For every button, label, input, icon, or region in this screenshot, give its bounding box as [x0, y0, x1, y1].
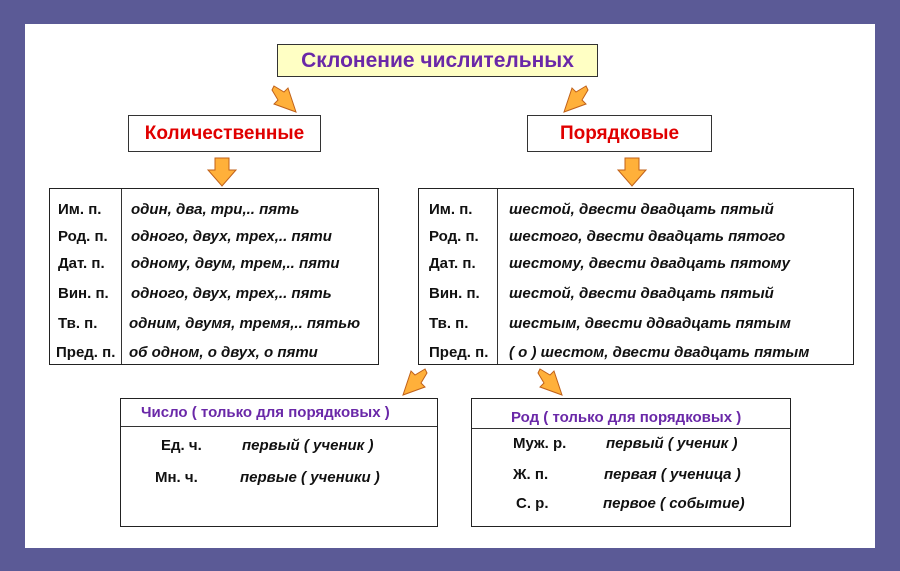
table-row: шестому, двести двадцать пятому — [509, 255, 790, 272]
list-item: первые ( ученики ) — [240, 469, 380, 486]
arrow-to-gender-icon — [536, 365, 570, 399]
gender-heading: Род ( только для порядковых ) — [511, 409, 742, 426]
page-title: Склонение числительных — [301, 48, 574, 72]
arrow-down-left-icon — [207, 156, 237, 188]
arrow-to-number-icon — [395, 365, 429, 399]
cardinal-heading-box — [128, 115, 321, 152]
ordinal-table — [418, 188, 854, 365]
cardinal-table-divider — [121, 189, 122, 364]
ordinal-table-divider — [497, 189, 498, 364]
ordinal-heading: Порядковые — [559, 122, 680, 144]
arrow-down-right-icon — [617, 156, 647, 188]
list-item: Ж. п. — [513, 466, 549, 483]
arrow-to-cardinal-icon — [270, 82, 304, 116]
table-row: Род. п. — [58, 228, 108, 245]
arrow-to-ordinal-icon — [556, 82, 590, 116]
table-row: Тв. п. — [429, 315, 469, 332]
table-row: ( о ) шестом, двести двадцать пятым — [509, 344, 810, 361]
table-row: Тв. п. — [58, 315, 98, 332]
table-row: Пред. п. — [429, 344, 489, 361]
list-item: первое ( событие) — [603, 495, 745, 512]
list-item: Муж. р. — [513, 435, 567, 452]
number-heading: Число ( только для порядковых ) — [141, 404, 390, 421]
table-row: Пред. п. — [56, 344, 116, 361]
table-row: Вин. п. — [58, 285, 109, 302]
cardinal-heading: Количественные — [144, 122, 305, 144]
list-item: С. р. — [516, 495, 549, 512]
table-row: Род. п. — [429, 228, 479, 245]
list-item: первый ( ученик ) — [242, 437, 374, 454]
number-box — [120, 398, 438, 527]
title-box — [277, 44, 598, 77]
table-row: один, два, три,.. пять — [131, 201, 300, 218]
list-item: Ед. ч. — [161, 437, 202, 454]
table-row: Вин. п. — [429, 285, 480, 302]
table-row: шестого, двести двадцать пятого — [509, 228, 786, 245]
ordinal-heading-box — [527, 115, 712, 152]
table-row: одним, двумя, тремя,.. пятью — [129, 315, 361, 332]
number-divider — [121, 426, 437, 427]
table-row: одного, двух, трех,.. пяти — [131, 228, 332, 245]
table-row: шестой, двести двадцать пятый — [509, 201, 774, 218]
table-row: Им. п. — [429, 201, 473, 218]
table-row: Им. п. — [58, 201, 102, 218]
gender-divider — [472, 428, 790, 429]
table-row: Дат. п. — [429, 255, 476, 272]
table-row: шестой, двести двадцать пятый — [509, 285, 774, 302]
list-item: первая ( ученица ) — [604, 466, 741, 483]
table-row: шестым, двести ддвадцать пятым — [509, 315, 791, 332]
list-item: первый ( ученик ) — [606, 435, 738, 452]
cardinal-table — [49, 188, 379, 365]
gender-box — [471, 398, 791, 527]
table-row: одного, двух, трех,.. пять — [131, 285, 332, 302]
table-row: об одном, о двух, о пяти — [129, 344, 318, 361]
table-row: Дат. п. — [58, 255, 105, 272]
list-item: Мн. ч. — [155, 469, 198, 486]
table-row: одному, двум, трем,.. пяти — [131, 255, 340, 272]
